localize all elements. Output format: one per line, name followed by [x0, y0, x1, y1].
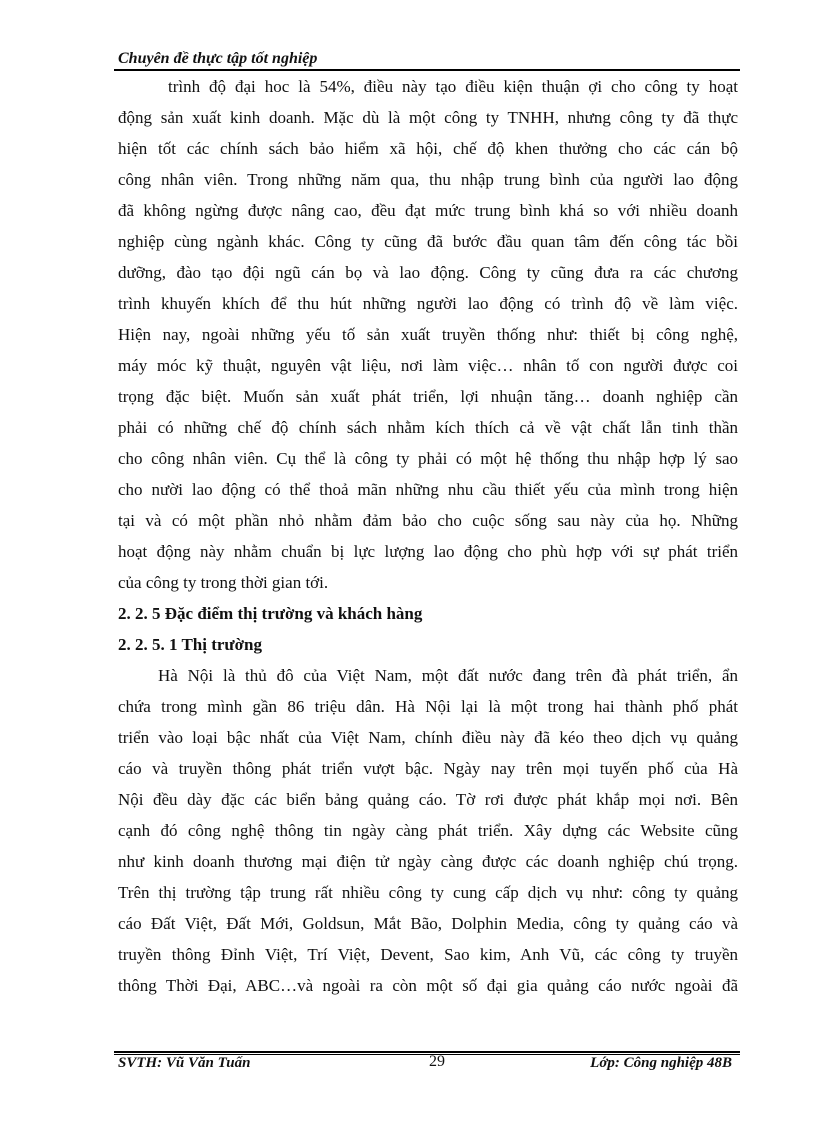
text-line: cho công nhân viên. Cụ thể là công ty phải có một hệ thống thu nhập hợp lý sao: [118, 449, 738, 468]
text-line: trình khuyến khích để thu hút những người lao động có trình độ về làm việc.: [118, 294, 738, 313]
text-line: nghiệp cùng ngành khác. Công ty cũng đã bước đầu quan tâm đến công tác bồi: [118, 232, 738, 251]
text-line: chứa trong mình gần 86 triệu dân. Hà Nội lại là một trong hai thành phố phát: [118, 697, 738, 716]
text-line: phải có những chế độ chính sách nhằm kích thích cả về vật chất lẫn tinh thần: [118, 418, 738, 437]
text-line: cho nười lao động có thể thoả mãn những nhu cầu thiết yếu của mình trong hiện: [118, 480, 738, 499]
section-heading: 2. 2. 5 Đặc điểm thị trường và khách hàng: [118, 604, 423, 623]
text-line: động sản xuất kinh doanh. Mặc dù là một công ty TNHH, nhưng công ty đã thực: [118, 108, 738, 127]
text-line: hiện tốt các chính sách bảo hiểm xã hội, chế độ khen thưởng cho các cán bộ: [118, 139, 738, 158]
text-line: cáo và truyền thông phát triển vượt bậc. Ngày nay trên mọi tuyến phố của Hà: [118, 759, 738, 778]
text-line: cạnh đó công nghệ thông tin ngày càng phát triển. Xây dựng các Website cũng: [118, 821, 738, 840]
text-line: tại và có một phần nhỏ nhằm đảm bảo cho cuộc sống sau này của họ. Những: [118, 511, 738, 530]
text-line: dưỡng, đào tạo đội ngũ cán bọ và lao động. Công ty cũng đưa ra các chương: [118, 263, 738, 282]
footer-class: Lớp: Công nghiệp 48B: [590, 1055, 732, 1071]
text-line: Nội đều dày đặc các biển bảng quảng cáo. Tờ rơi được phát khắp mọi nơi. Bên: [118, 790, 738, 809]
text-line: máy móc kỹ thuật, nguyên vật liệu, nơi làm việc… nhân tố con người được coi: [118, 356, 738, 375]
text-line: Hiện nay, ngoài những yếu tố sản xuất truyền thống như: thiết bị công nghệ,: [118, 325, 738, 344]
text-line: thông Thời Đại, ABC…và ngoài ra còn một số đại gia quảng cáo nước ngoài đã: [118, 976, 738, 995]
text-line: công nhân viên. Trong những năm qua, thu nhập trung bình của người lao động: [118, 170, 738, 189]
text-line: hoạt động này nhằm chuẩn bị lực lượng lao động cho phù hợp với sự phát triển: [118, 542, 738, 561]
text-line: Hà Nội là thủ đô của Việt Nam, một đất nước đang trên đà phát triển, ẩn: [158, 666, 738, 685]
page-header-title: Chuyên đề thực tập tốt nghiệp: [118, 50, 318, 67]
text-line: truyền thông Đỉnh Việt, Trí Việt, Devent, Sao kim, Anh Vũ, các công ty truyền: [118, 945, 738, 964]
text-line: của công ty trong thời gian tới.: [118, 573, 329, 592]
text-line: như kinh doanh thương mại điện tử ngày càng được các doanh nghiệp chú trọng.: [118, 852, 738, 871]
text-line: đã không ngừng được nâng cao, đều đạt mức trung bình khá so với nhiều doanh: [118, 201, 738, 220]
subsection-heading: 2. 2. 5. 1 Thị trường: [118, 635, 262, 654]
header-rule: [114, 69, 740, 71]
page-number: 29: [429, 1053, 445, 1070]
text-line: triển vào loại bậc nhất của Việt Nam, chính điều này đã kéo theo dịch vụ quảng: [118, 728, 738, 747]
text-line: trình độ đại hoc là 54%, điều này tạo điều kiện thuận ợi cho công ty hoạt: [168, 77, 738, 96]
text-line: Trên thị trường tập trung rất nhiều công ty cung cấp dịch vụ như: công ty quảng: [118, 883, 738, 902]
text-line: cáo Đất Việt, Đất Mới, Goldsun, Mắt Bão, Dolphin Media, công ty quảng cáo và: [118, 914, 738, 933]
footer-student: SVTH: Vũ Văn Tuấn: [118, 1055, 251, 1071]
text-line: trọng đặc biệt. Muốn sản xuất phát triển, lợi nhuận tăng… doanh nghiệp cần: [118, 387, 738, 406]
